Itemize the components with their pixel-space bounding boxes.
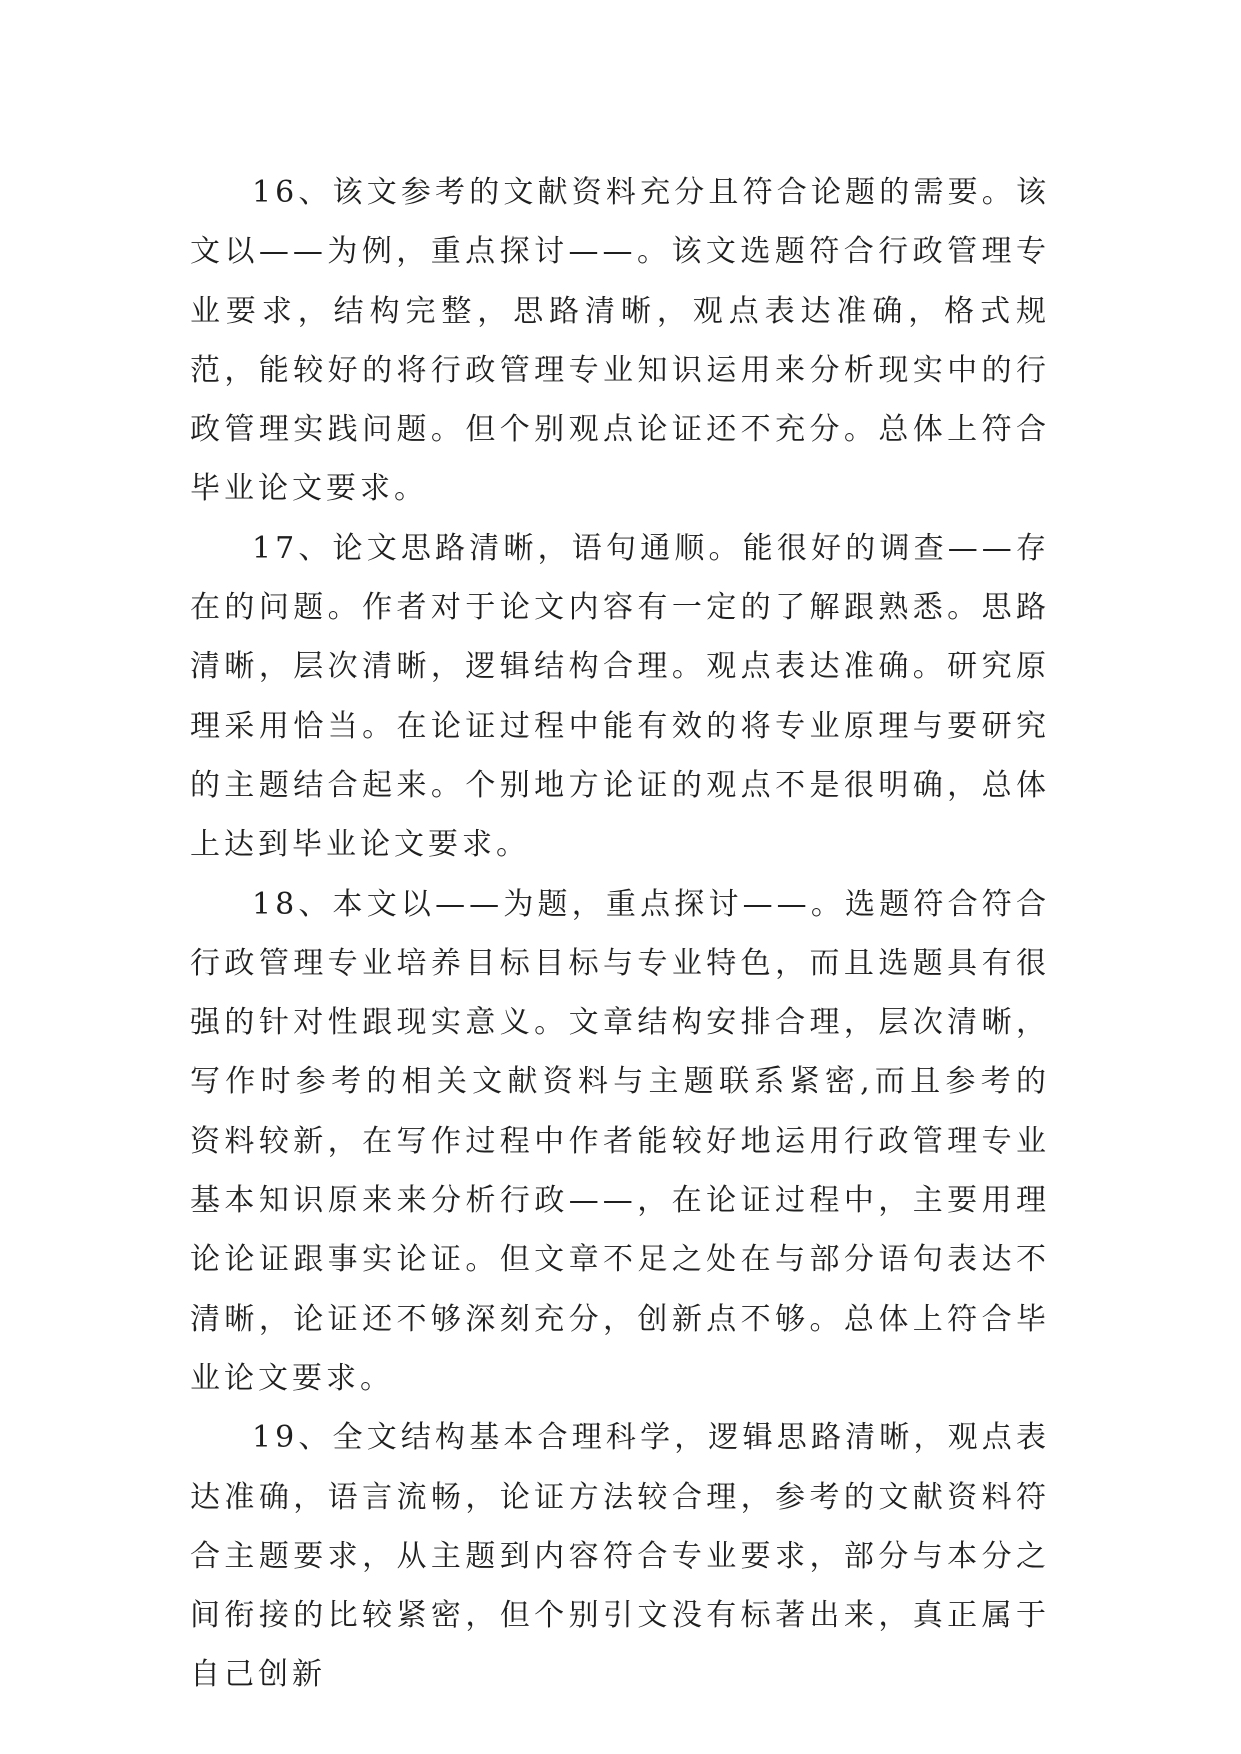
paragraph-17: 17、论文思路清晰，语句通顺。能很好的调查——存在的问题。作者对于论文内容有一定的了解跟熟悉。思路清晰，层次清晰，逻辑结构合理。观点表达准确。研究原理采用恰当。在论证过程中能有效的将专业原理与要研究的主题结合起来。个别地方论证的观点不是很明确，总体上达到毕业论文要求。: [190, 530, 1050, 863]
paragraph-18: 18、本文以——为题，重点探讨——。选题符合符合行政管理专业培养目标目标与专业特色，而且选题具有很强的针对性跟现实意义。文章结构安排合理，层次清晰，写作时参考的相关文献资料与主题联系紧密,而且参考的资料较新，在写作过程中作者能较好地运用行政管理专业基本知识原来来分析行政——，在论证过程中，主要用理论论证跟事实论证。但文章不足之处在与部分语句表达不清晰，论证还不够深刻充分，创新点不够。总体上符合毕业论文要求。: [190, 886, 1050, 1396]
paragraph-19: 19、全文结构基本合理科学，逻辑思路清晰，观点表达准确，语言流畅，论证方法较合理，参考的文献资料符合主题要求，从主题到内容符合专业要求，部分与本分之间衔接的比较紧密，但个别引文没有标著出来，真正属于自己创新: [190, 1420, 1050, 1693]
paragraph-16: 16、该文参考的文献资料充分且符合论题的需要。该文以——为例，重点探讨——。该文选题符合行政管理专业要求，结构完整，思路清晰，观点表达准确，格式规范，能较好的将行政管理专业知识运用来分析现实中的行政管理实践问题。但个别观点论证还不充分。总体上符合毕业论文要求。: [190, 175, 1050, 507]
document-page: [190, 163, 1050, 1705]
